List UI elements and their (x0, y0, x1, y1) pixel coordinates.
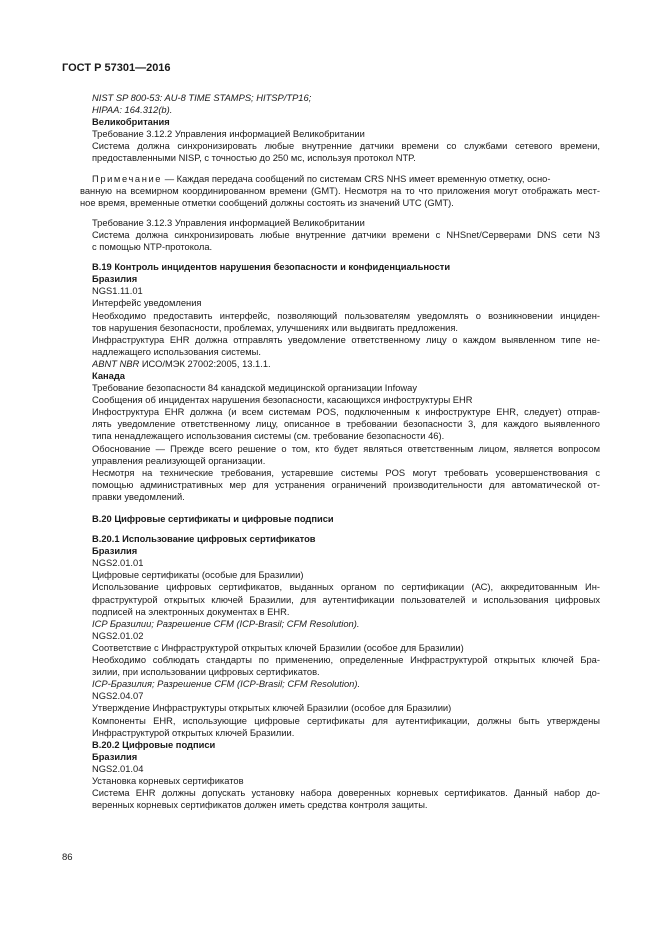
text-line: ное время, временные отметки сообщений должны состоять из значений UTC (GMT). (80, 197, 454, 208)
text-line: Сообщения об инцидентах нарушения безопасности, касающихся инфоструктуры EHR (92, 395, 473, 406)
standard-ref: ABNT NBR (92, 358, 140, 369)
text-line: Инфраструктура EHR должна отправлять уведомление ответственному лицу о каждом выявленном типе не- (92, 334, 600, 345)
text-line: фраструктурой открытых ключей Бразилии, для аутентификации пользователей и использования цифровых (92, 594, 600, 605)
text-line: ванную на всемирном координированном времени (GMT). Несмотря на то что приложения могут отображать мест- (80, 185, 600, 196)
text-line: Использование цифровых сертификатов, выданных органом по сертификации (АС), аккредитованным Ин- (92, 582, 600, 593)
country-heading: Бразилия (92, 274, 138, 285)
document-body (80, 92, 600, 811)
text-line: Необходимо соблюдать стандарты по применению, определенные Инфраструктурой открытых ключей Бра- (92, 655, 600, 666)
text-line: Необходимо предоставить интерфейс, позволяющий пользователям уведомлять о возникновении инциден- (92, 310, 600, 321)
text-line: Установка корневых сертификатов (92, 775, 244, 786)
text-line: зилии, при использовании цифровых сертификатов. (92, 667, 320, 678)
text-line: с помощью NTP-протокола. (92, 242, 213, 253)
page-number: 86 (62, 852, 73, 863)
standard-ref: ICP Бразилии; Разрешение CFM (ICP-Brasil; CFM Resolution). (92, 618, 360, 629)
text-line: NGS2.01.04 (92, 763, 144, 774)
text-line: надлежащего использования системы. (92, 346, 261, 357)
text-line: лять уведомление ответственному лицу, описанное в требовании безопасности 3, для каждого выявленного (92, 419, 600, 430)
subsection-heading: В.20.1 Использование цифровых сертификатов (92, 534, 316, 545)
text-line: Требование 3.12.2 Управления информацией Великобритании (92, 129, 365, 140)
text-line: тов нарушения безопасности, проблемах, улучшениях или выдвигать предложения. (92, 322, 458, 333)
text-line (92, 358, 600, 370)
section-heading: В.20 Цифровые сертификаты и цифровые подписи (92, 514, 334, 524)
text-line: веренных корневых сертификатов должен иметь средства контроля защиты. (92, 800, 428, 811)
country-heading: Бразилия (92, 546, 138, 557)
text-line: Система EHR должны допускать установку набора доверенных корневых сертификатов. Данный набор до- (92, 788, 600, 799)
note-line (92, 173, 600, 185)
note-label: Примечание (92, 173, 163, 184)
section-heading: В.19 Контроль инцидентов нарушения безопасности и конфиденциальности (92, 262, 451, 273)
text-line: NGS2.04.07 (92, 691, 144, 702)
document-header: ГОСТ Р 57301—2016 (62, 62, 171, 74)
subsection-heading: В.20.2 Цифровые подписи (92, 739, 216, 750)
text-line: управления реализующей организации. (92, 455, 266, 466)
country-heading: Великобритания (92, 117, 170, 128)
text-line: Требование 3.12.3 Управления информацией Великобритании (92, 217, 365, 228)
text-line: NGS1.11.01 (92, 286, 143, 297)
country-heading: Канада (92, 370, 125, 381)
text-line: типа ненадлежащего использования системы (см. требование безопасности 46). (92, 431, 445, 442)
standard-ref: ICP-Бразилия; Разрешение CFM (ICP-Brasil; CFM Resolution). (92, 679, 361, 690)
text-line: Система должна синхронизировать любые внутренние датчики времени со службами сетевого времени, (92, 141, 600, 152)
text-line: Интерфейс уведомления (92, 298, 202, 309)
text-line: Соответствие с Инфраструктурой открытых ключей Бразилии (особое для Бразилии) (92, 642, 464, 653)
text-line: Утверждение Инфраструктуры открытых ключей Бразилии (особое для Бразилии) (92, 703, 452, 714)
text-line: Несмотря на технические требования, устаревшие системы POS могут требовать усовершенствования с (92, 467, 600, 478)
text-line: Требование безопасности 84 канадской медицинской организации Infoway (92, 383, 418, 394)
text-line: NGS2.01.02 (92, 630, 144, 641)
standard-ref-rest: ИСО/МЭК 27002:2005, 13.1.1. (139, 358, 271, 369)
text-line: NIST SP 800-53: AU-8 TIME STAMPS; HITSP/TP16; (92, 93, 312, 103)
text-line: Обоснование — Прежде всего решение о том, кто будет являться ответственным лицом, является вопросом (92, 443, 600, 454)
text-line: Инфоструктура EHR должна (и всем системам POS, подключенным к инфоструктуре EHR, следует) отправ- (92, 407, 600, 418)
note-text: — Каждая передача сообщений по системам CRS NHS имеет временную отметку, осно- (162, 173, 551, 184)
text-line: подписей на электронных документах в EHR. (92, 606, 290, 617)
text-line: предоставленными NISP, с точностью до 250 мс, используя протокол NTP. (92, 153, 416, 164)
text-line: Система должна синхронизировать любые внутренние датчики времени с NHSnet/Серверами DNS сети N3 (92, 229, 600, 240)
text-line: Компоненты EHR, использующие цифровые сертификаты для аутентификации, должны быть утверждены (92, 715, 600, 726)
text-line: HIPAA: 164.312(b). (92, 105, 173, 116)
text-line: Цифровые сертификаты (особые для Бразилии) (92, 570, 304, 581)
text-line: NGS2.01.01 (92, 558, 144, 569)
text-line: правки уведомлений. (92, 491, 185, 502)
text-line: Инфраструктурой открытых ключей Бразилии. (92, 727, 295, 738)
country-heading: Бразилия (92, 751, 138, 762)
text-line: помощью административных мер для устранения ограничений производительности для автоматической от- (92, 479, 600, 490)
